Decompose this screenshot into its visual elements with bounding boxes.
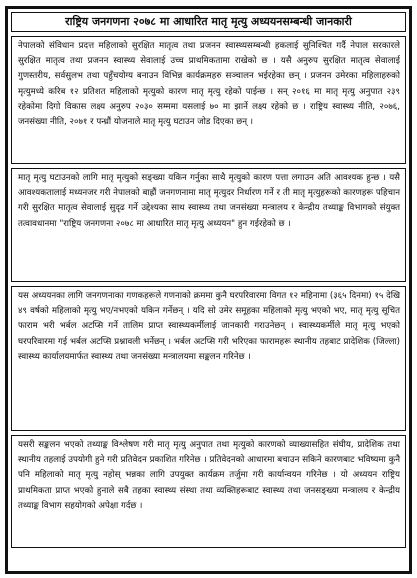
paragraph-methodology: यस अध्ययनका लागि जनगणनाका गणकहरूले गणनाको क्रममा कुनै घरपरिवारमा विगत १२ महिनामा (३६५ दिनमा) १५ देखि ४९ वर्षको महिलाको मृत्यु भए/नभएको यकिन गर्नेछन् । यदि सो उमेर समूहका महिलाको मृत्यु भएको भए, मातृ मृत्यु सूचित फाराम भरी भर्बल अटप्सि गर्ने तालिम प्राप्त स्वास्थ्यकर्मीलाई जानकारी गराउनेछन् । स्वास्थ्यकर्मीले मातृ मृत्यु भएको घरपरिवारमा गई भर्बल अटप्सि प्रश्नावली भर्नेछन् । भर्बल अटप्सि गरी भरिएका फारामहरू स्थानीय तहबाट प्रादेशिक (जिल्ला) स्वास्थ्य कार्यालयमार्फत स्वास्थ्य तथा जनसंख्या मन्त्रालयमा सङ्कलन गरिनेछ । xyxy=(11,286,406,431)
document-frame xyxy=(5,6,412,574)
paragraph-background: नेपालको संविधान प्रदत्त महिलाको सुरक्षित मातृत्व तथा प्रजनन स्वास्थ्यसम्बन्धी हकलाई सुनिश्चित गर्दै नेपाल सरकारले सुरक्षित मातृत्व तथा प्रजनन स्वास्थ्य सेवालाई उच्च प्राथमिकतामा राखेको छ । यसै अनुरुप सुरक्षित मातृत्व सेवालाई गुणस्तरीय, सर्वसुलभ तथा पहुँचयोग्य बनाउन विभिन्न कार्यक्रमहरु सञ्चालन भईरहेका छन् । प्रजनन उमेरका महिलाहरुको मृत्युमध्ये करिब १२ प्रतिशत महिलाको मृत्युको कारण मातृ मृत्यु रहेको पाईन्छ । सन् २०१६ मा मातृ मृत्यु अनुपात २३९ रहेकोमा दिगो विकास लक्ष्य अनुरुप २०३० सम्ममा यसलाई ७० मा झार्ने लक्ष्य रहेको छ । राष्ट्रिय स्वास्थ्य नीति, २०७६, जनसंख्या नीति, २०७१ र पन्ध्रौं योजनाले मातृ मृत्यु घटाउन जोड दिएका छन् । xyxy=(11,36,406,164)
paragraph-purpose: मातृ मृत्यु घटाउनको लागि मातृ मृत्युको सङ्ख्या यकिन गर्नुका साथै मृत्युको कारण पत्ता लगाउन अति आवश्यक हुन्छ । यसै आवश्यकतालाई मध्यनजर गरी नेपालको बाह्रौं जनगणनामा मातृ मृत्युदर निर्धारण गर्ने र ती मातृ मृत्युहरूको कारणहरू पहिचान गरी सुरक्षित मातृत्व सेवालाई सुदृढ गर्ने उद्देश्यका साथ स्वास्थ्य तथा जनसंख्या मन्त्रालय र केन्द्रीय तथ्याङ्क विभागको संयुक्त तत्वावधानमा "राष्ट्रिय जनगणना २०७८ मा आधारित मातृ मृत्यु अध्ययन" हुन गईरहेको छ । xyxy=(11,168,406,282)
document-title: राष्ट्रिय जनगणना २०७८ मा आधारित मातृ मृत्यु अध्ययनसम्बन्धी जानकारी xyxy=(11,12,406,32)
paragraph-outcome: यसरी सङ्कलन भएको तथ्याङ्क विश्लेषण गरी मातृ मृत्यु अनुपात तथा मृत्युको कारणको व्याख्यासहित संघीय, प्रादेशिक तथा स्थानीय तहलाई उपयोगी हुने गरी प्रतिवेदन प्रकाशित गरिनेछ । प्रतिवेदनको आधारमा बचाउन सकिने कारणबाट भविष्यमा कुनै पनि महिलाको मातृ मृत्यु नहोस् भन्नका लागि उपयुक्त कार्यक्रम तर्जुमा गरी कार्यान्वयन गरिनेछ । यो अध्ययन राष्ट्रिय प्राथमिकता प्राप्त भएको हुनाले सबै तहका स्वास्थ्य संस्था तथा व्यक्तिहरूबाट स्वास्थ्य तथा जनसङ्ख्या मन्त्रालय र केन्द्रीय तथ्याङ्क विभाग सहयोगको अपेक्षा गर्दछ । xyxy=(11,435,406,548)
